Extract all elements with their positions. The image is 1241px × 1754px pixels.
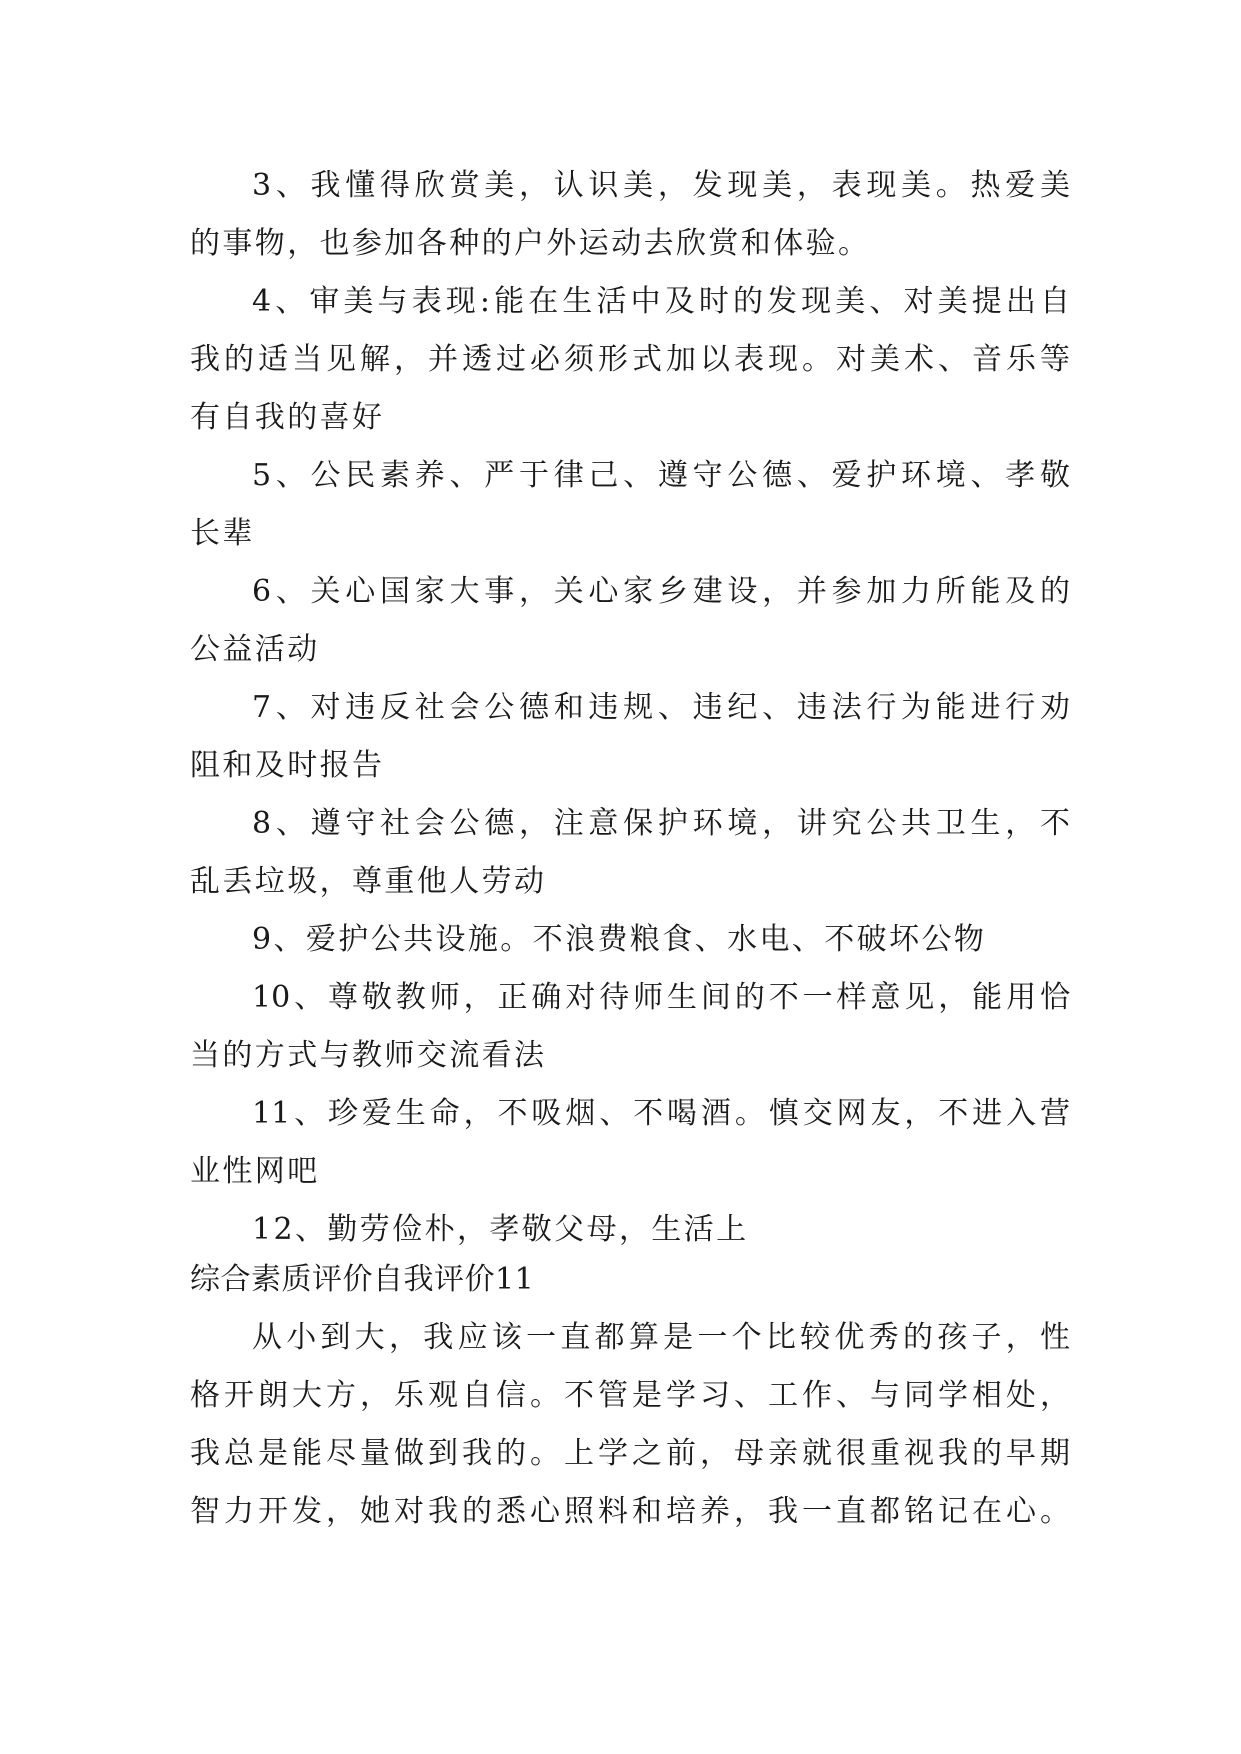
paragraph-6-line-2: 公益活动	[190, 632, 320, 667]
body-paragraph-line-1: 从小到大，我应该一直都算是一个比较优秀的孩子，性	[252, 1320, 1070, 1355]
section-heading: 综合素质评价自我评价11	[190, 1262, 535, 1297]
paragraph-3-line-1: 3、我懂得欣赏美，认识美，发现美，表现美。热爱美	[252, 168, 1070, 203]
body-paragraph-line-4: 智力开发，她对我的悉心照料和培养，我一直都铭记在心。	[190, 1494, 1070, 1529]
paragraph-5-line-1: 5、公民素养、严于律己、遵守公德、爱护环境、孝敬	[252, 458, 1070, 493]
paragraph-11-line-1: 11、珍爱生命，不吸烟、不喝酒。慎交网友，不进入营	[252, 1096, 1070, 1131]
body-paragraph-line-3: 我总是能尽量做到我的。上学之前，母亲就很重视我的早期	[190, 1436, 1070, 1471]
paragraph-4-line-3: 有自我的喜好	[190, 400, 385, 435]
paragraph-7-line-1: 7、对违反社会公德和违规、违纪、违法行为能进行劝	[252, 690, 1070, 725]
paragraph-12-line-1: 12、勤劳俭朴，孝敬父母，生活上	[252, 1212, 749, 1247]
paragraph-4-line-2: 我的适当见解，并透过必须形式加以表现。对美术、音乐等	[190, 342, 1070, 377]
paragraph-6-line-1: 6、关心国家大事，关心家乡建设，并参加力所能及的	[252, 574, 1070, 609]
paragraph-5-line-2: 长辈	[190, 516, 255, 551]
paragraph-10-line-1: 10、尊敬教师，正确对待师生间的不一样意见，能用恰	[252, 980, 1070, 1015]
paragraph-7-line-2: 阻和及时报告	[190, 748, 385, 783]
paragraph-9-line-1: 9、爱护公共设施。不浪费粮食、水电、不破坏公物	[252, 922, 987, 957]
paragraph-11-line-2: 业性网吧	[190, 1154, 320, 1189]
paragraph-3-line-2: 的事物，也参加各种的户外运动去欣赏和体验。	[190, 226, 871, 261]
paragraph-8-line-2: 乱丢垃圾，尊重他人劳动	[190, 864, 547, 899]
paragraph-10-line-2: 当的方式与教师交流看法	[190, 1038, 547, 1073]
paragraph-4-line-1: 4、审美与表现:能在生活中及时的发现美、对美提出自	[252, 284, 1070, 319]
paragraph-8-line-1: 8、遵守社会公德，注意保护环境，讲究公共卫生，不	[252, 806, 1070, 841]
body-paragraph-line-2: 格开朗大方，乐观自信。不管是学习、工作、与同学相处，	[190, 1378, 1070, 1413]
